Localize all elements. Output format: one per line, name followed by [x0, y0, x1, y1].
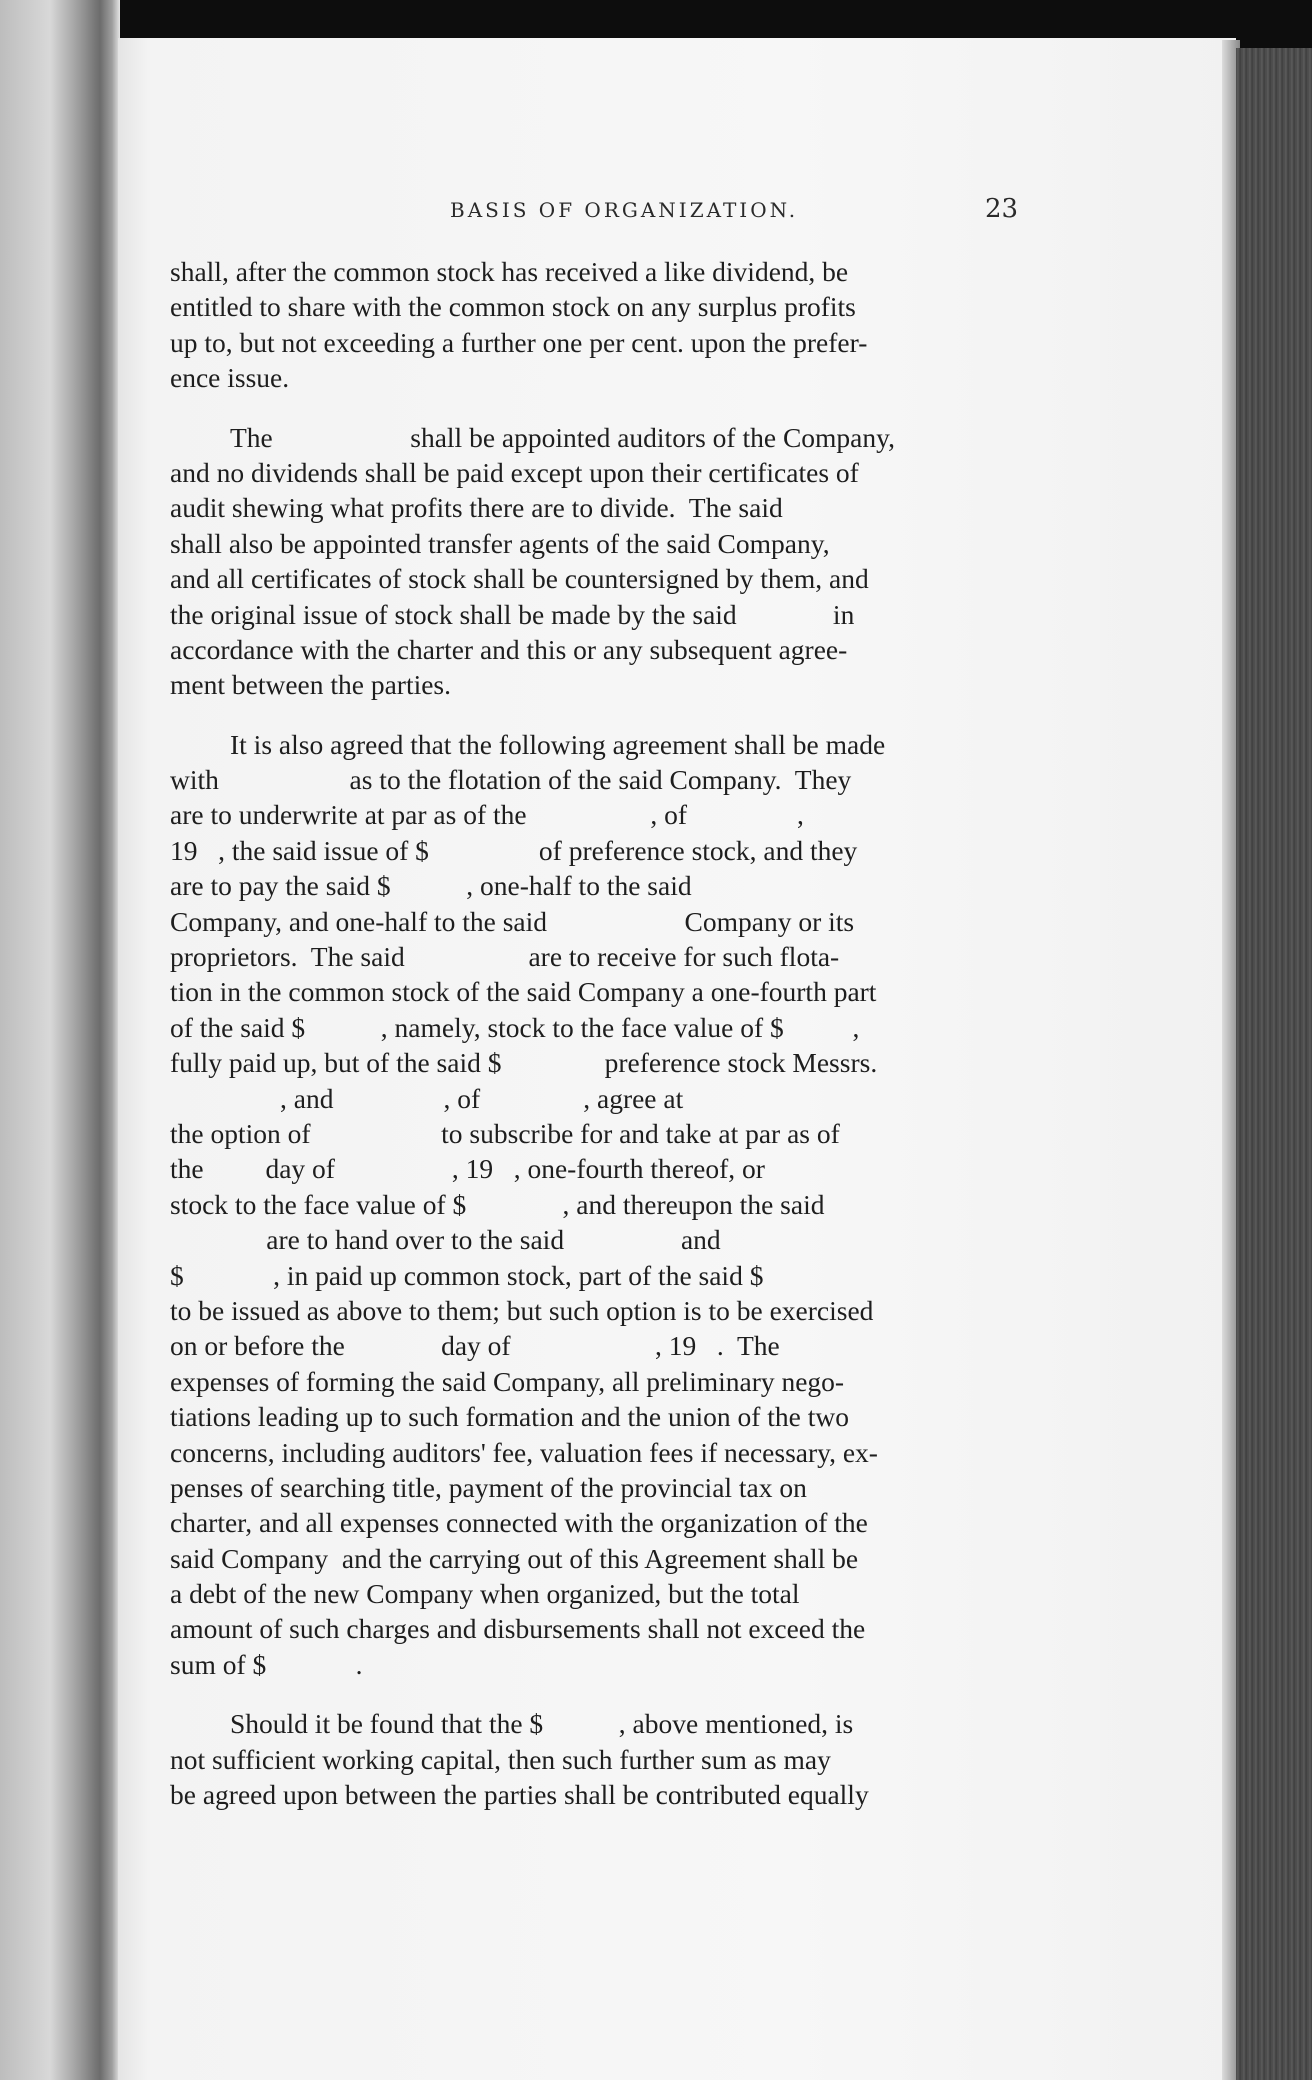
text-line: charter, and all expenses connected with the organization of the: [170, 1507, 868, 1539]
text-line: shall, after the common stock has received a like dividend, be: [170, 256, 849, 287]
text-line: fully paid up, but of the said $ preference stock Messrs.: [170, 1047, 878, 1079]
book-page-edges: [1236, 48, 1312, 2080]
text-line: , and , of , agree at: [170, 1082, 684, 1114]
text-line: shall also be appointed transfer agents of the said Company,: [170, 527, 830, 559]
body-text: [170, 254, 1020, 1836]
text-line: said Company and the carrying out of this Agreement shall be: [170, 1542, 859, 1574]
text-line: $ , in paid up common stock, part of the said $: [170, 1259, 764, 1291]
text-line: to be issued as above to them; but such option is to be exercised: [170, 1294, 874, 1326]
paragraph-2: [170, 420, 1020, 703]
text-line: tiations leading up to such formation and the union of the two: [170, 1401, 849, 1433]
text-line: and all certificates of stock shall be countersigned by them, and: [170, 563, 869, 595]
paragraph-3: [170, 727, 1020, 1683]
text-line: entitled to share with the common stock on any surplus profits: [170, 291, 856, 323]
text-line: Company, and one-half to the said Company or its: [170, 905, 855, 937]
text-line: The shall be appointed auditors of the Company,: [230, 421, 895, 453]
text-line: with as to the flotation of the said Company. They: [170, 764, 852, 796]
text-line: accordance with the charter and this or any subsequent agree-: [170, 633, 848, 665]
running-head: BASIS OF ORGANIZATION.: [450, 198, 799, 222]
text-line: ence issue.: [170, 362, 290, 394]
text-line: proprietors. The said are to receive for such flota-: [170, 941, 840, 973]
text-line: It is also agreed that the following agreement shall be made: [230, 728, 886, 760]
text-line: of the said $ , namely, stock to the face value of $ ,: [170, 1011, 860, 1043]
page-number: 23: [985, 194, 1019, 224]
text-line: a debt of the new Company when organized, but the total: [170, 1578, 800, 1610]
book-gutter-shadow: [0, 0, 120, 2080]
text-line: and no dividends shall be paid except upon their certificates of: [170, 456, 859, 488]
text-line: up to, but not exceeding a further one per cent. upon the prefer-: [170, 326, 868, 358]
text-line: concerns, including auditors' fee, valuation fees if necessary, ex-: [170, 1436, 878, 1468]
text-line: stock to the face value of $ , and thereupon the said: [170, 1188, 825, 1220]
text-line: be agreed upon between the parties shall be contributed equally: [170, 1779, 869, 1811]
text-line: not sufficient working capital, then such further sum as may: [170, 1743, 831, 1775]
text-line: are to hand over to the said and: [170, 1224, 721, 1256]
text-line: tion in the common stock of the said Company a one-fourth part: [170, 976, 877, 1008]
text-line: expenses of forming the said Company, all preliminary nego-: [170, 1365, 845, 1397]
text-line: Should it be found that the $ , above mentioned, is: [230, 1708, 854, 1740]
text-line: amount of such charges and disbursements shall not exceed the: [170, 1613, 866, 1645]
text-line: the original issue of stock shall be made by the said in: [170, 598, 855, 630]
text-line: are to underwrite at par as of the , of ,: [170, 799, 804, 831]
text-line: sum of $ .: [170, 1648, 363, 1680]
text-line: 19 , the said issue of $ of preference stock, and they: [170, 834, 858, 866]
text-line: audit shewing what profits there are to divide. The said: [170, 492, 783, 524]
text-line: are to pay the said $ , one-half to the said: [170, 870, 692, 902]
text-line: the day of , 19 , one-fourth thereof, or: [170, 1153, 765, 1185]
text-line: ment between the parties.: [170, 669, 452, 701]
paragraph-1: [170, 254, 1020, 396]
text-line: penses of searching title, payment of the provincial tax on: [170, 1471, 807, 1503]
text-line: the option of to subscribe for and take at par as of: [170, 1117, 840, 1149]
paragraph-4: [170, 1706, 1020, 1812]
text-line: on or before the day of , 19 . The: [170, 1330, 780, 1362]
